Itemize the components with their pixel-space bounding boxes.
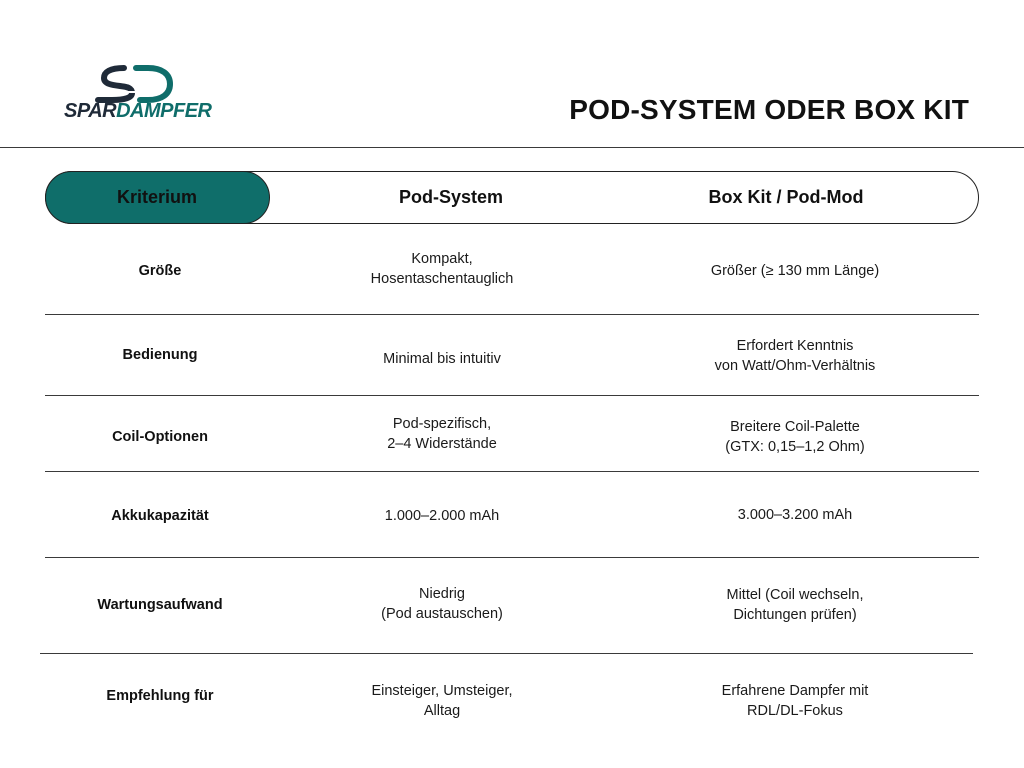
pod-cell: Minimal bis intuitiv: [383, 351, 501, 367]
criterion-cell: Bedienung: [122, 347, 198, 363]
brand-wordmark: [64, 100, 211, 123]
criterion-cell: Coil-Optionen: [112, 429, 208, 445]
criterion-cell: Empfehlung für: [106, 688, 214, 704]
row-divider: [45, 395, 979, 396]
box-cell: Erfordert Kenntnis von Watt/Ohm-Verhältnis: [714, 338, 876, 374]
criterion-cell: Wartungsaufwand: [97, 597, 223, 613]
column-header-pod-system: Pod-System: [398, 187, 504, 207]
box-cell: Breitere Coil-Palette (GTX: 0,15–1,2 Ohm): [725, 419, 865, 455]
row-divider: [40, 653, 973, 654]
header-divider: [0, 147, 1024, 148]
criterion-cell: Akkukapazität: [111, 508, 209, 524]
brand-logo: [64, 62, 212, 126]
pod-cell: Einsteiger, Umsteiger, Alltag: [371, 683, 513, 719]
pod-cell: 1.000–2.000 mAh: [384, 508, 500, 524]
box-cell: 3.000–3.200 mAh: [737, 507, 853, 523]
row-divider: [45, 557, 979, 558]
pod-cell: Kompakt, Hosentaschentauglich: [370, 251, 514, 287]
row-divider: [45, 471, 979, 472]
table-header: [45, 171, 979, 224]
box-cell: Mittel (Coil wechseln, Dichtungen prüfen): [726, 587, 864, 623]
column-header-box-kit: Box Kit / Pod-Mod: [708, 187, 864, 207]
pod-cell: Niedrig (Pod austauschen): [381, 586, 503, 622]
brand-word-spar: SPAR: [64, 100, 117, 122]
column-header-criterion: Kriterium: [116, 187, 197, 207]
row-divider: [45, 314, 979, 315]
page-title: POD-SYSTEM ODER BOX KIT: [569, 94, 969, 125]
criterion-cell: Größe: [138, 263, 182, 279]
brand-word-dampfer: DAMPFER: [116, 100, 212, 122]
box-cell: Erfahrene Dampfer mit RDL/DL-Fokus: [721, 683, 869, 719]
sd-logo-icon: [90, 64, 174, 104]
pod-cell: Pod-spezifisch, 2–4 Widerstände: [387, 416, 497, 452]
box-cell: Größer (≥ 130 mm Länge): [710, 263, 880, 279]
